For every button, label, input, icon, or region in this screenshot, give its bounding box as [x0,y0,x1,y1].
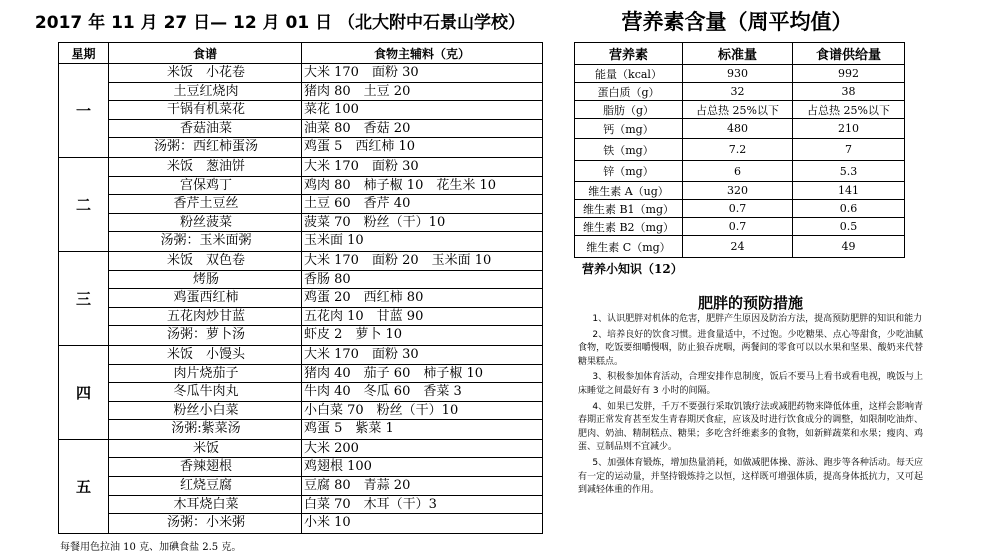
nutrition-row [575,218,905,236]
menu-day-row [59,64,543,158]
ingredient-item: 香肠 80 [302,271,542,290]
dish-cell [109,64,302,158]
ingredient-item: 大米 170 面粉 30 [302,158,542,177]
menu-day-row [59,439,543,533]
article-paragraph: 2、培养良好的饮食习惯。进食量适中，不过饱。少吃糖果、点心等甜食，少吃油腻食物，吃饭要细嚼慢咽，防止狼吞虎咽，两餐间的零食可以以水果和坚果、酸奶来代替糖果糕点。 [578,329,923,367]
ingredient-cell [302,251,543,345]
dish-cell [109,439,302,533]
supply-value: 0.5 [793,218,905,236]
standard-value: 320 [683,182,793,200]
standard-value: 6 [683,161,793,182]
menu-header-row [59,43,543,64]
standard-value: 占总热 25%以下 [683,101,793,119]
ingredient-item: 土豆 60 香芹 40 [302,195,542,214]
supply-value: 占总热 25%以下 [793,101,905,119]
dish-item: 米饭 小花卷 [109,64,301,83]
ingredient-cell [302,439,543,533]
ingredient-item: 小白菜 70 粉丝（干）10 [302,402,542,421]
nutrient-name: 能量（kcal） [575,65,683,83]
header-standard: 标准量 [683,43,793,65]
header-supply: 食谱供给量 [793,43,905,65]
dish-item: 米饭 [109,440,301,459]
ingredient-item: 大米 170 面粉 30 [302,346,542,365]
nutrition-row [575,65,905,83]
dish-item: 米饭 葱油饼 [109,158,301,177]
nutrient-name: 维生素 B1（mg） [575,200,683,218]
dish-cell [109,345,302,439]
weekly-menu-table [58,42,543,534]
standard-value: 24 [683,236,793,258]
ingredient-item: 猪肉 40 茄子 60 柿子椒 10 [302,365,542,384]
dish-item: 宫保鸡丁 [109,177,301,196]
supply-value: 210 [793,119,905,139]
nutrition-row [575,101,905,119]
dish-item: 香芹土豆丝 [109,195,301,214]
supply-value: 0.6 [793,200,905,218]
dish-item: 汤粥:紫菜汤 [171,421,241,437]
dish-cell [109,157,302,251]
nutrition-row [575,161,905,182]
ingredient-item: 鸡翅根 100 [302,458,542,477]
ingredient-cell [302,64,543,158]
ingredient-item: 五花肉 10 甘蓝 90 [302,308,542,327]
dish-item: 五花肉炒甘蓝 [109,308,301,327]
ingredient-item: 鸡蛋 20 西红柿 80 [302,289,542,308]
menu-day-row [59,345,543,439]
dish-item: 香辣翅根 [109,458,301,477]
weekday-cell: 一 [59,64,109,158]
supply-value: 38 [793,83,905,101]
dish-item: 汤粥：萝卜汤 [166,327,245,343]
dish-item: 鸡蛋西红柿 [109,289,301,308]
ingredient-item: 鸡肉 80 柿子椒 10 花生米 10 [302,177,542,196]
article-body [578,313,923,500]
standard-value: 0.7 [683,200,793,218]
supply-value: 7 [793,139,905,161]
ingredient-item: 菜花 100 [302,101,542,120]
dish-item: 干锅有机菜花 [109,101,301,120]
nutrient-name: 锌（mg） [575,161,683,182]
ingredient-item: 大米 200 [302,440,542,459]
header-nutrient: 营养素 [575,43,683,65]
article-paragraph: 4、如果已发胖，千万不要强行采取饥饿疗法或减肥药物来降低体重，这样会影响青春期正常发育甚至发生青春期厌食症，应该及时进行饮食成分的调整，如限制吃油炸、肥肉、奶油、精制糕点、糖果；多吃含纤维素多的食物，如新鲜蔬菜和水果；瘦肉、鸡蛋、豆制品则不宜减少。 [578,401,923,453]
nutrient-name: 脂肪（g） [575,101,683,119]
menu-day-row [59,157,543,251]
dish-item: 冬瓜牛肉丸 [109,383,301,402]
nutrition-header-row [575,43,905,65]
ingredient-item: 鸡蛋 5 西红柿 10 [304,139,416,155]
ingredient-item: 菠菜 70 粉丝（干）10 [302,214,542,233]
nutrient-name: 钙（mg） [575,119,683,139]
nutrition-row [575,83,905,101]
menu-day-row [59,251,543,345]
supply-value: 49 [793,236,905,258]
ingredient-item: 白菜 70 木耳（干）3 [302,496,542,515]
nutrition-row [575,139,905,161]
article-paragraph: 1、认识肥胖对机体的危害，肥胖产生原因及防治方法，提高预防肥胖的知识和能力 [592,314,923,324]
dish-item: 粉丝小白菜 [109,402,301,421]
nutrition-table [574,42,905,258]
footnote: 每餐用色拉油 10 克、加碘食盐 2.5 克。 [60,542,242,553]
ingredient-item: 大米 170 面粉 20 玉米面 10 [302,252,542,271]
supply-value: 141 [793,182,905,200]
article-paragraph: 3、积极参加体育活动，合理安排作息制度，饭后不要马上看书或看电视，晚饭与上床睡觉之间最好有 3 小时的间隔。 [578,372,923,396]
standard-value: 930 [683,65,793,83]
nutrition-title: 营养素含量（周平均值） [621,10,853,34]
nutrition-row [575,182,905,200]
ingredient-item: 大米 170 面粉 30 [302,64,542,83]
supply-value: 992 [793,65,905,83]
nutrition-row [575,200,905,218]
nutrient-name: 铁（mg） [575,139,683,161]
ingredient-item: 玉米面 10 [304,233,364,249]
dish-item: 木耳烧白菜 [109,496,301,515]
dish-item: 汤粥：小米粥 [166,515,245,531]
ingredient-cell [302,345,543,439]
header-weekday: 星期 [59,43,109,64]
dish-cell [109,251,302,345]
dish-item: 烤肠 [109,271,301,290]
dish-item: 红烧豆腐 [109,477,301,496]
ingredient-item: 鸡蛋 5 紫菜 1 [304,421,394,437]
article-paragraph: 5、加强体育锻炼，增加热量消耗，如做减肥体操、游泳、跑步等各种活动。每天应有一定的运动量，并坚持锻炼持之以恒，这样既可增强体质，提高身体抵抗力，又可起到减轻体重的作用。 [578,457,923,496]
ingredient-cell [302,157,543,251]
ingredient-item: 油菜 80 香菇 20 [302,120,542,139]
nutrition-tip-header: 营养小知识（12） [582,262,683,276]
menu-title: 2017 年 11 月 27 日— 12 月 01 日 （北大附中石景山学校） [34,13,526,33]
dish-item: 土豆红烧肉 [109,83,301,102]
dish-item: 汤粥：玉米面粥 [160,233,252,249]
header-ingredients: 食物主辅料（克） [302,43,543,64]
nutrition-row [575,236,905,258]
ingredient-item: 猪肉 80 土豆 20 [302,83,542,102]
weekday-cell: 三 [59,251,109,345]
weekday-cell: 五 [59,439,109,533]
dish-item: 米饭 双色卷 [109,252,301,271]
standard-value: 7.2 [683,139,793,161]
ingredient-item: 牛肉 40 冬瓜 60 香菜 3 [302,383,542,402]
header-recipe: 食谱 [109,43,302,64]
weekday-cell: 二 [59,157,109,251]
nutrient-name: 维生素 A（ug） [575,182,683,200]
standard-value: 480 [683,119,793,139]
dish-item: 肉片烧茄子 [109,365,301,384]
nutrition-row [575,119,905,139]
dish-item: 米饭 小馒头 [109,346,301,365]
dish-item: 香菇油菜 [109,120,301,139]
standard-value: 32 [683,83,793,101]
supply-value: 5.3 [793,161,905,182]
ingredient-item: 小米 10 [304,515,351,531]
article-title: 肥胖的预防措施 [697,294,803,312]
dish-item: 粉丝菠菜 [109,214,301,233]
standard-value: 0.7 [683,218,793,236]
ingredient-item: 豆腐 80 青蒜 20 [302,477,542,496]
nutrient-name: 维生素 C（mg） [575,236,683,258]
dish-item: 汤粥：西红柿蛋汤 [153,139,258,155]
ingredient-item: 虾皮 2 萝卜 10 [304,327,403,343]
nutrient-name: 蛋白质（g） [575,83,683,101]
weekday-cell: 四 [59,345,109,439]
nutrient-name: 维生素 B2（mg） [575,218,683,236]
